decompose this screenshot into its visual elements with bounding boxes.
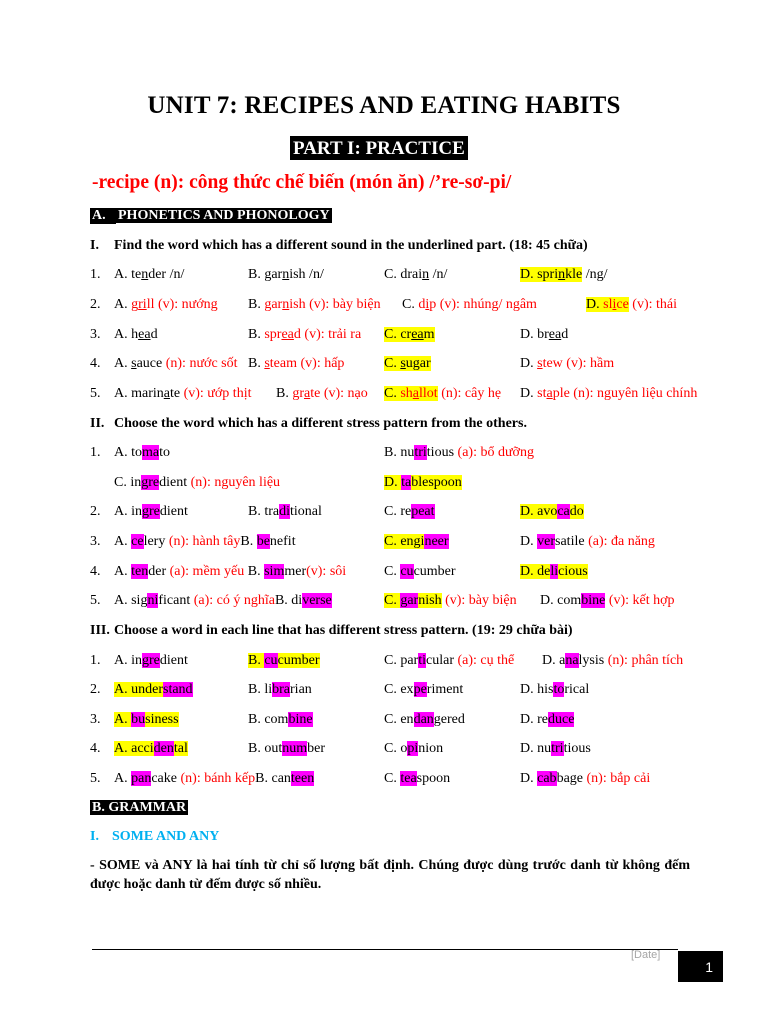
exercise-row: 4. A. sauce (n): nước sốt B. steam (v): hấp C. sugar D. stew (v): hầm [90,356,615,371]
footer-date: [Date] [631,949,661,961]
section-b-heading [90,800,188,816]
section-a-heading [90,208,332,224]
exercise-row: 1. A. tomato B. nutritious (a): bổ dưỡng [90,445,534,460]
section-a-label: PHONETICS AND PHONOLOGY [118,208,330,223]
exercise-row: 2. A. ingredient B. traditional C. repeat D. avocado [90,504,584,519]
exercise-row: 2. A. grill (v): nướng B. garnish (v): bày biện C. dip (v): nhúng/ ngâm D. slice (v): thái [90,297,678,312]
exercise-row: 3. A. business B. combine C. endangered D. reduce [90,712,575,727]
exercise-row: 4. A. accidental B. outnumber C. opinion D. nutritious [90,741,591,756]
exercise-row: 1. A. tender /n/ B. garnish /n/ C. drain /n/ D. sprinkle /ng/ [90,267,608,282]
page-number-box [678,951,723,982]
exercise-row: 5. A. significant (a): có ý nghĩaB. diverse C. garnish (v): bày biện D. combine (v): kết hợp [90,593,675,608]
section-a-number: A. [90,208,116,224]
recipe-definition: -recipe (n): công thức chế biến (món ăn) /’re-sơ-pi/ [92,172,512,193]
exercise-row: 3. A. celery (n): hành tâyB. benefit C. engineer D. versatile (a): đa năng [90,534,655,549]
footer-divider [92,949,678,950]
question-ii: II. Choose the word which has a different stress pattern from the others. [90,416,527,431]
exercise-row: C. ingredient (n): nguyên liệu D. tablespoon [114,475,462,490]
exercise-row: 2. A. understand B. librarian C. experiment D. historical [90,682,590,697]
page-title: UNIT 7: RECIPES AND EATING HABITS [147,92,621,119]
exercise-row: 3. A. head B. spread (v): trải ra C. cream D. bread [90,327,569,342]
exercise-row: 1. A. ingredient B. cucumber C. particular (a): cụ thể D. analysis (n): phân tích [90,653,684,668]
question-iii: III. Choose a word in each line that has different stress pattern. (19: 29 chữa bài) [90,623,573,638]
part-heading: PART I: PRACTICE [290,136,468,160]
exercise-row: 5. A. pancake (n): bánh kếpB. canteen C. teaspoon D. cabbage (n): bắp cải [90,771,651,786]
exercise-row: 5. A. marinate (v): ướp thịt B. grate (v): nạo C. shallot (n): cây hẹ D. staple (n): nguyên liệu chính [90,386,698,401]
question-i: I. Find the word which has a different sound in the underlined part. (18: 45 chữa) [90,238,588,253]
grammar-paragraph: - SOME và ANY là hai tính từ chỉ số lượng bất định. Chúng được dùng trước danh từ không đếm được hoặc danh từ đếm được số nhiều. [90,858,690,892]
page-number: 1 [705,959,713,975]
grammar-subheading: I. SOME AND ANY [90,829,220,844]
section-b-label: B. GRAMMAR [92,800,187,815]
exercise-row: 4. A. tender (a): mềm yếu B. simmer(v): sôi C. cucumber D. delicious [90,564,588,579]
